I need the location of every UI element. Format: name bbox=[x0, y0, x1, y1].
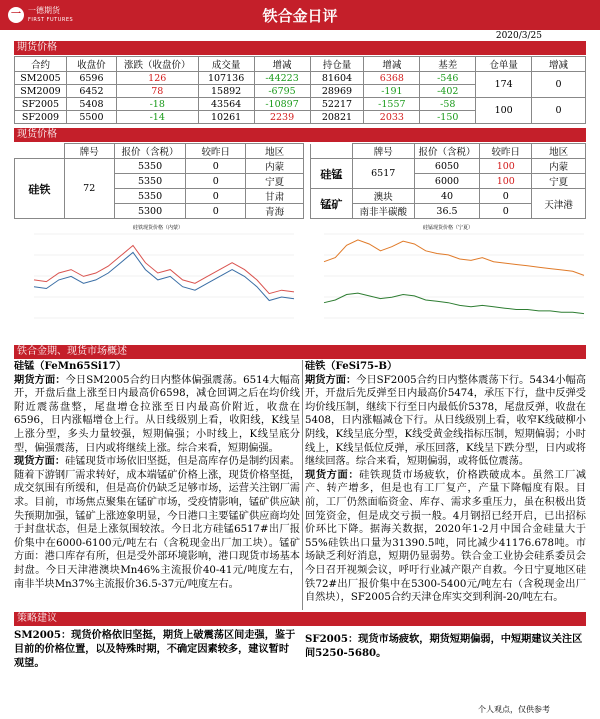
cell: 0 bbox=[186, 189, 246, 204]
table-row bbox=[15, 159, 304, 174]
col-header: 收盘价 bbox=[66, 57, 116, 72]
silicomanganese-commentary bbox=[14, 360, 300, 591]
col-header: 仓单量 bbox=[476, 57, 532, 72]
report-banner bbox=[0, 0, 600, 30]
cell: 0 bbox=[186, 159, 246, 174]
contract-cell: SF2009 bbox=[15, 111, 67, 124]
cell: 5350 bbox=[114, 159, 186, 174]
cell: 0 bbox=[186, 204, 246, 219]
cell: 100 bbox=[480, 174, 532, 189]
chart-title: 硅铁现货价格（内蒙） bbox=[132, 225, 183, 231]
cell: -402 bbox=[420, 85, 476, 98]
cell: 5300 bbox=[114, 204, 186, 219]
cell: 107136 bbox=[198, 72, 254, 85]
series-line bbox=[324, 293, 584, 314]
col-header: 涨跌（收盘价） bbox=[116, 57, 198, 72]
col-header: 较昨日 bbox=[480, 144, 532, 159]
chart-svg bbox=[306, 222, 590, 342]
futures-commentary: 期货方面：今日SM2005合约日内整体偏强震荡。6514大幅高开，开盘后盘上涨至日内最高价6598，减仓回调之后在均价线附近震荡盘整，尾盘增仓拉涨至日内最高价附近，收盘在6596，日内涨幅增仓上行。从日线级别上看，收阳线，K线呈上涨分型，多头力量较强，短期偏强；小时线上，K线呈底分型，偏强震荡，日内或将继续上涨。综合来看，短期偏强。 bbox=[14, 373, 301, 454]
ferrosilicon-commentary bbox=[305, 360, 586, 605]
cell: 6452 bbox=[66, 85, 116, 98]
cell: 10261 bbox=[198, 111, 254, 124]
company-name: 一德期货 FIRST FUTURES bbox=[28, 6, 74, 23]
table-row bbox=[15, 98, 586, 111]
silicomanganese-price-chart bbox=[306, 222, 590, 342]
product-name: 硅锰 bbox=[311, 159, 353, 189]
col-header: 牌号 bbox=[352, 144, 414, 159]
col-header: 基差 bbox=[420, 57, 476, 72]
cell: -18 bbox=[116, 98, 198, 111]
cell: 青海 bbox=[246, 204, 304, 219]
cell: 内蒙 bbox=[532, 159, 586, 174]
section-market-overview: 铁合金期、现货市场概述 bbox=[14, 345, 586, 359]
cell: -44223 bbox=[254, 72, 310, 85]
silicomanganese-spot-table bbox=[310, 143, 586, 219]
col-header: 增减 bbox=[254, 57, 310, 72]
cell: 天津港 bbox=[532, 189, 586, 219]
col-header: 成交量 bbox=[198, 57, 254, 72]
cell: 43564 bbox=[198, 98, 254, 111]
brand-cell: 72 bbox=[64, 159, 114, 219]
ferrosilicon-price-chart bbox=[16, 222, 300, 342]
series-line bbox=[324, 240, 584, 276]
brand-cell: 6517 bbox=[352, 159, 414, 189]
col-header: 较昨日 bbox=[186, 144, 246, 159]
col-header: 报价（含税） bbox=[114, 144, 186, 159]
cell: 5350 bbox=[114, 189, 186, 204]
cell: 52217 bbox=[310, 98, 364, 111]
col-header: 报价（含税） bbox=[414, 144, 480, 159]
cell: 15892 bbox=[198, 85, 254, 98]
section-futures-price: 期货价格 bbox=[14, 41, 586, 55]
cell: 0 bbox=[532, 98, 586, 124]
spot-commentary: 现货方面：硅铁现货市场疲软，价格跌破成本。虽然工厂减产、转产增多，但是也有工厂复产，产量下降幅度有限。目前，工厂仍然面临资金、库存、需求多重压力，虽在积极出货回笼资金，但是成交亏损一般。4月钢招已经开启，已出招标价环比下降。据海关数据，2020年1-2月中国合金硅量大于55%硅铁出口量为31390.5吨，同比减少41176.678吨。市场缺乏利好消息，短期仍显弱势。铁合金工业协会硅系委员会今日召开视频会议，呼吁行业减产限产自救。今日宁夏地区硅铁72#出厂报价集中在5300-5400元/吨左右（含税现金出厂自然块），SF2005合约天津仓库实交到利润-20/吨左右。 bbox=[305, 468, 587, 604]
cell: 0 bbox=[532, 72, 586, 98]
col-header: 增减 bbox=[532, 57, 586, 72]
cell: -14 bbox=[116, 111, 198, 124]
cell: 6050 bbox=[414, 159, 480, 174]
cell: -150 bbox=[420, 111, 476, 124]
cell: 0 bbox=[186, 174, 246, 189]
chart-title: 硅锰现货价格（宁夏） bbox=[422, 225, 473, 231]
cell: 6000 bbox=[414, 174, 480, 189]
cell: 100 bbox=[480, 159, 532, 174]
cell: 0 bbox=[480, 189, 532, 204]
spot-commentary: 现货方面：硅锰现货市场依旧坚挺，但是高库存仍是制约因素。随着下游钢厂需求转好，成本端锰矿价格上涨，现货价格坚挺，成交氛围有所缓和，但是高价仍缺乏足够市场，运营关注钢厂需求。目前，市场焦点聚集在锰矿市场，受疫情影响，锰矿供应缺失预期加强，锰矿上涨迹象明显，今日港口主要锰矿供应商均处于封盘状态，但是上涨氛围较浓。今日北方硅锰6517#出厂报价集中在6000-6100元/吨左右（含税现金出厂加工块）。锰矿方面：港口库存有所，但是受外部环境影响，港口现货市场基本封盘。今日天津港澳块Mn46%主流报价40-41元/吨度左右，南非半块Mn37%主流报价36.5-37元/吨度左右。 bbox=[14, 455, 300, 590]
cell: 5500 bbox=[66, 111, 116, 124]
cell: -58 bbox=[420, 98, 476, 111]
contract-cell: SM2009 bbox=[15, 85, 67, 98]
cell: 2239 bbox=[254, 111, 310, 124]
cell: 2033 bbox=[364, 111, 420, 124]
section-strategy: 策略建议 bbox=[14, 612, 586, 626]
col-header: 地区 bbox=[532, 144, 586, 159]
col-header: 地区 bbox=[246, 144, 304, 159]
cell: 81604 bbox=[310, 72, 364, 85]
cell: -546 bbox=[420, 72, 476, 85]
cell: 0 bbox=[480, 204, 532, 219]
sm-strategy: SM2005：现货价格依旧坚挺，期货上破震荡区间走强，鉴于目前的价格位置，以及特殊时期，不确定因素较多，建议暂时观望。 bbox=[14, 629, 296, 669]
product-name: 硅铁 bbox=[15, 159, 65, 219]
cell: 内蒙 bbox=[246, 159, 304, 174]
product-name: 锰矿 bbox=[311, 189, 353, 219]
cell: 126 bbox=[116, 72, 198, 85]
report-title: 铁合金日评 bbox=[262, 7, 338, 25]
ferrosilicon-spot-table bbox=[14, 143, 304, 219]
commentary-title: 硅铁（FeSi75-B） bbox=[305, 360, 398, 372]
series-line bbox=[34, 252, 294, 300]
table-row bbox=[311, 159, 586, 174]
cell: 36.5 bbox=[414, 204, 480, 219]
disclaimer: 个人观点，仅供参考 bbox=[478, 705, 550, 714]
cell: 28969 bbox=[310, 85, 364, 98]
cell: -191 bbox=[364, 85, 420, 98]
cell: 40 bbox=[414, 189, 480, 204]
contract-cell: SF2005 bbox=[15, 98, 67, 111]
report-date: 2020/3/25 bbox=[495, 31, 542, 41]
col-header: 合约 bbox=[15, 57, 67, 72]
cell: 78 bbox=[116, 85, 198, 98]
cell: 20821 bbox=[310, 111, 364, 124]
cell: 宁夏 bbox=[246, 174, 304, 189]
cell: -6795 bbox=[254, 85, 310, 98]
table-row bbox=[15, 72, 586, 85]
futures-table bbox=[14, 56, 586, 124]
cell: 100 bbox=[476, 98, 532, 124]
contract-cell: SM2005 bbox=[15, 72, 67, 85]
spot-header-row bbox=[15, 144, 304, 159]
cell: 南非半碳酸 bbox=[352, 204, 414, 219]
cell: 6596 bbox=[66, 72, 116, 85]
cell: 宁夏 bbox=[532, 174, 586, 189]
spot-header-row bbox=[311, 144, 586, 159]
cell: 6368 bbox=[364, 72, 420, 85]
section-spot-price: 现货价格 bbox=[14, 128, 586, 142]
cell: -1557 bbox=[364, 98, 420, 111]
cell: -10897 bbox=[254, 98, 310, 111]
futures-commentary: 期货方面：今日SF2005合约日内整体震荡下行。5434小幅高开，开盘后先反弹至日内最高价5474，承压下行，盘中反弹受均价线压制，继续下行至日内最低价5378，尾盘反弹，收盘在5408，日内涨幅减仓下行。从日线级别上看，收窄K线破柳小阴线，K线呈底分型，K线受黄金线指标压制，短期偏弱；小时线上，K线呈低位反弹，承压回落，K线呈下跌分型，日内或将继续回落。综合来看，短期偏弱，或将低位震荡。 bbox=[305, 373, 586, 468]
cell: 甘肃 bbox=[246, 189, 304, 204]
sf-strategy: SF2005：现货市场疲软，期货短期偏弱，中短期建议关注区间5250-5680。 bbox=[305, 633, 583, 659]
company-logo-icon: 一 bbox=[8, 7, 24, 23]
commentary-title: 硅锰（FeMn65Si17） bbox=[14, 360, 127, 372]
column-divider bbox=[302, 360, 303, 610]
col-header: 增减 bbox=[364, 57, 420, 72]
cell: 澳块 bbox=[352, 189, 414, 204]
cell: 5408 bbox=[66, 98, 116, 111]
col-header: 牌号 bbox=[64, 144, 114, 159]
cell: 174 bbox=[476, 72, 532, 98]
futures-header-row bbox=[15, 57, 586, 72]
table-row bbox=[311, 189, 586, 204]
empty-cell bbox=[15, 144, 65, 159]
col-header: 持仓量 bbox=[310, 57, 364, 72]
empty-cell bbox=[311, 144, 353, 159]
chart-svg bbox=[16, 222, 300, 342]
cell: 5350 bbox=[114, 174, 186, 189]
series-line bbox=[34, 246, 294, 294]
